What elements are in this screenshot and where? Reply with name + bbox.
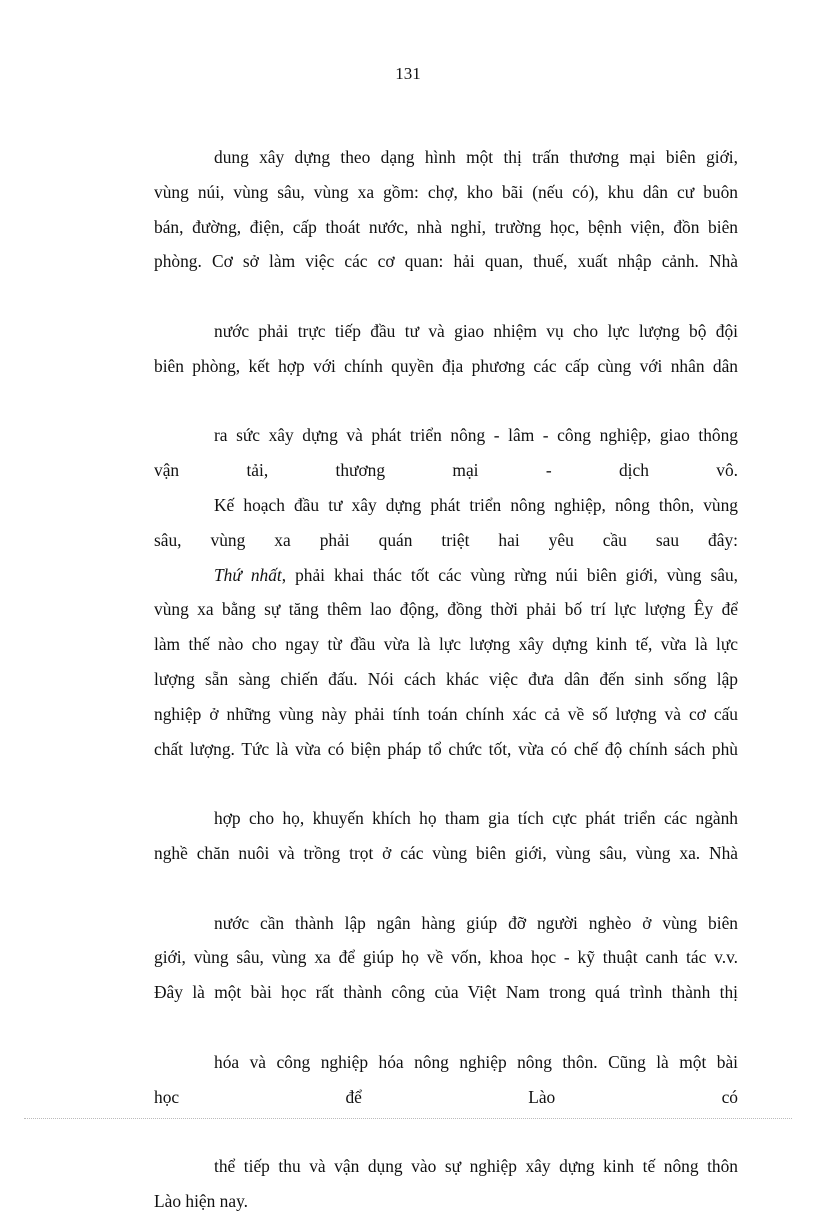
text-line: hợp cho họ, khuyến khích họ tham gia tích cực phát triển các ngành bbox=[214, 808, 738, 829]
footer-rule bbox=[24, 1118, 792, 1119]
text-line: phòng. Cơ sở làm việc các cơ quan: hải quan, thuế, xuất nhập cảnh. Nhà bbox=[154, 251, 738, 272]
text-line bbox=[154, 558, 738, 593]
text-line: Lào hiện nay. bbox=[154, 1190, 249, 1211]
line-gap bbox=[154, 871, 738, 906]
text-line: Đây là một bài học rất thành công của Việt Nam trong quá trình thành thị bbox=[154, 982, 738, 1003]
text-line: thể tiếp thu và vận dụng vào sự nghiệp xây dựng kinh tế nông thôn bbox=[214, 1156, 738, 1177]
text-line: hóa và công nghiệp hóa nông nghiệp nông thôn. Cũng là một bài bbox=[214, 1051, 738, 1072]
text-line: nghiệp ở những vùng này phải tính toán chính xác cả về số lượng và cơ cấu bbox=[154, 703, 738, 724]
text-line: dung xây dựng theo dạng hình một thị trấn thương mại biên giới, bbox=[214, 147, 738, 167]
line-gap bbox=[154, 766, 738, 801]
text-line: giới, vùng sâu, vùng xa để giúp họ về vốn, khoa học - kỹ thuật canh tác v.v. bbox=[154, 947, 738, 968]
line-gap bbox=[154, 1010, 738, 1045]
text-line: bán, đường, điện, cấp thoát nước, nhà nghỉ, trường học, bệnh viện, đồn biên bbox=[154, 216, 738, 237]
text-line: vận tải, thương mại - dịch vô. bbox=[154, 460, 738, 481]
text-line: sâu, vùng xa phải quán triệt hai yêu cầu sau đây: bbox=[154, 529, 738, 550]
text-line: lượng sẵn sàng chiến đấu. Nói cách khác việc đưa dân đến sinh sống lập bbox=[154, 668, 738, 689]
text-line: biên phòng, kết hợp với chính quyền địa phương các cấp cùng với nhân dân bbox=[154, 355, 738, 376]
text-line: chất lượng. Tức là vừa có biện pháp tổ chức tốt, vừa có chế độ chính sách phù bbox=[154, 738, 738, 759]
text-line: nước cần thành lập ngân hàng giúp đỡ người nghèo ở vùng biên bbox=[214, 912, 738, 933]
emphasis-first: Thứ nhất bbox=[214, 564, 282, 585]
text-line: Kế hoạch đầu tư xây dựng phát triển nông nghiệp, nông thôn, vùng bbox=[214, 494, 738, 515]
text-line: nghề chăn nuôi và trồng trọt ở các vùng biên giới, vùng sâu, vùng xa. Nhà bbox=[154, 842, 738, 863]
text-line: vùng núi, vùng sâu, vùng xa gồm: chợ, kho bãi (nếu có), khu dân cư buôn bbox=[154, 181, 738, 202]
text-line: ra sức xây dựng và phát triển nông - lâm - công nghiệp, giao thông bbox=[214, 425, 738, 446]
text-line: học để Lào có bbox=[154, 1086, 738, 1107]
text-line: vùng xa bằng sự tăng thêm lao động, đồng thời phải bố trí lực lượng Êy để bbox=[154, 599, 738, 620]
text-line-rest: , phải khai thác tốt các vùng rừng núi biên giới, vùng sâu, bbox=[281, 564, 738, 585]
line-gap bbox=[154, 1114, 738, 1149]
text-line: làm thế nào cho ngay từ đầu vừa là lực lượng xây dựng kinh tế, vừa là lực bbox=[154, 634, 738, 655]
body-text bbox=[154, 140, 738, 1219]
line-gap bbox=[154, 279, 738, 314]
line-gap bbox=[154, 384, 738, 419]
text-line: nước phải trực tiếp đầu tư và giao nhiệm vụ cho lực lượng bộ đội bbox=[214, 320, 738, 341]
page-number: 131 bbox=[395, 64, 421, 83]
